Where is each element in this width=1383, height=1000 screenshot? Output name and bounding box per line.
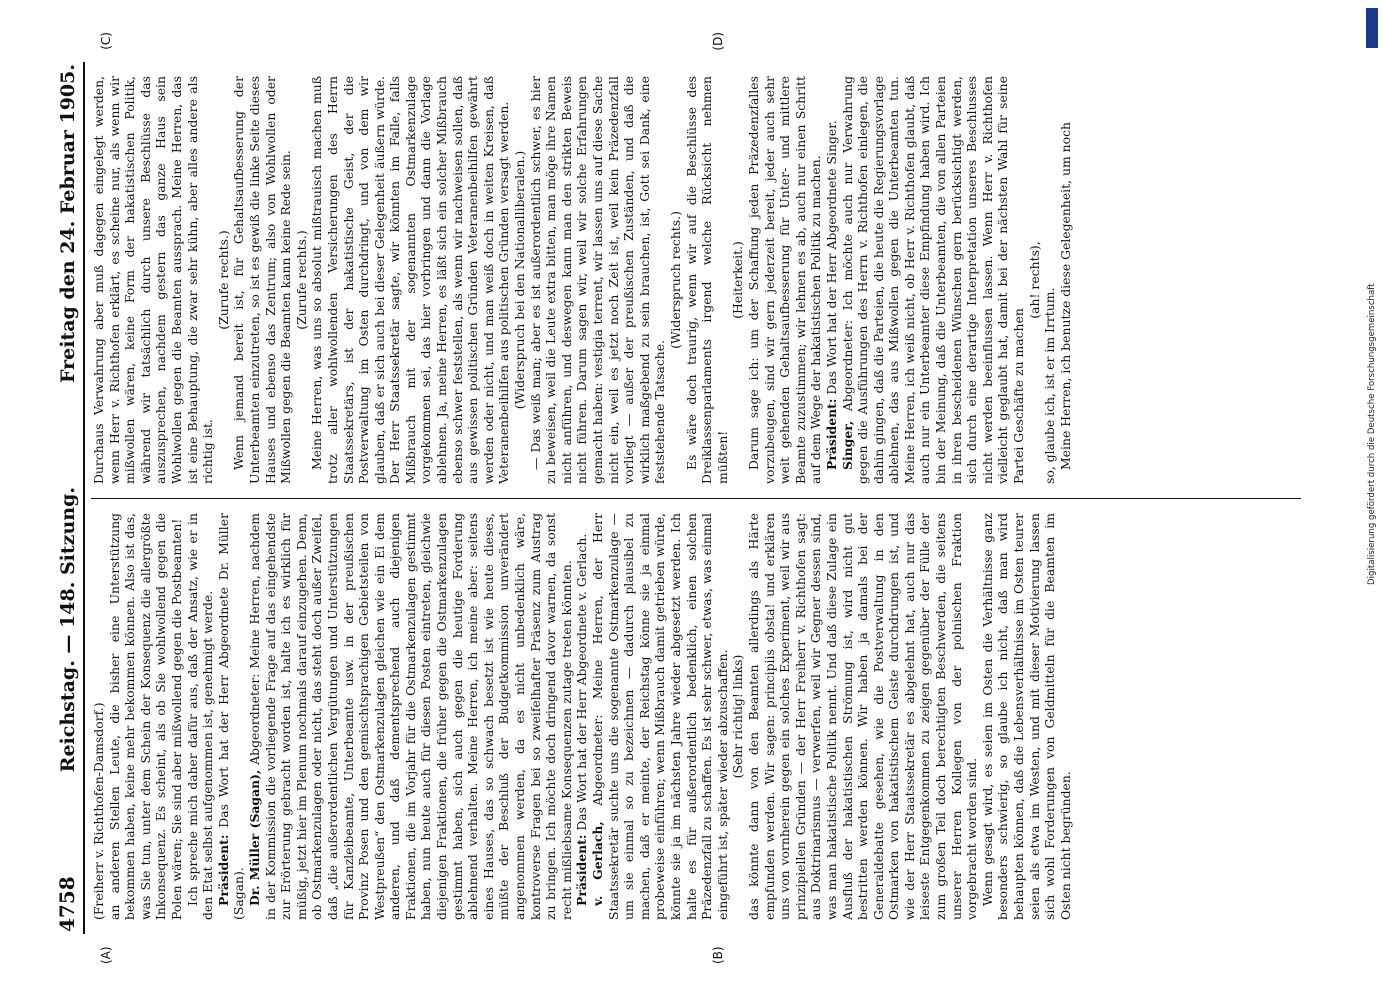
paragraph — [574, 513, 590, 920]
paragraph — [684, 76, 731, 484]
speaker-name: Dr. Müller (Sagan), — [246, 769, 262, 906]
paragraph-text: (Widerspruch rechts.) — [667, 211, 683, 349]
paragraph-text: Abgeordneter: Ich möchte auch nur Verwahrung gegen die Ausführungen des Herrn v. Richthofen einlegen, die dahin gingen, daß die Parteien, die heute die Regierungsvorlage ablehnen, das aus Mißwollen gegen die Unterbeamten tun. Meine Herren, ich weiß nicht, ob Herr v. Richthofen glaubt, daß auch nur ein Unterbeamter diese Empfindung haben wird. Ich bin der Meinung, daß die Unterbeamten, die von allen Parteien in ihren bescheidenen Wünschen gern berücksichtigt werden, sich durch eine derartige Interpretation unseres Beschlusses nicht werden beeinflussen lassen. Wenn Herr v. Richthofen vielleicht geglaubt hat, damit bei der nächsten Wahl für seine Partei Geschäfte zu machen — [839, 76, 1027, 484]
paragraph — [840, 76, 1027, 484]
paragraph-text: (Zurufe rechts.) — [293, 230, 309, 330]
dfg-logo-text: DFG — [1356, 17, 1366, 36]
paragraph-text: Das Wort hat der Herr Abgeordnete v. Gerlach. — [574, 533, 590, 835]
paragraph-text: Meine Herren, was uns so absolut mißtrauisch machen muß trotz aller wohlwollenden Versicherungen des Herrn Staatssekretärs, ist der hakatistische Geist, der die Postverwaltung im Osten durchdringt, und von dem wir glauben, daß er sich auch bei dieser Gelegenheit äußern würde. Der Herr Staatssekretär sagte, wir könnten im Falle, falls Mißbrauch mit der sogenannten Ostmarkenzulage vorgekommen sei, das hier vorbringen und dann die Vorlage ablehnen. Ja, meine Herren, es läßt sich ein solcher Mißbrauch ebenso schwer feststellen, als wenn wir nachweisen sollen, daß aus gewissen politischen Gründen Veteranenbeihilfen gewährt werden oder nicht, und man weiß doch in weiten Kreisen, daß Veteranenbeihilfen aus politischen Gründen versagt werden. — [309, 76, 512, 484]
paragraph — [91, 513, 107, 920]
paragraph — [668, 76, 684, 484]
paragraph — [91, 76, 216, 484]
paragraph-text: so, glaube ich, ist er im Irrtum. — [1042, 287, 1058, 484]
paragraph-text: (ah! rechts), — [1026, 241, 1042, 319]
page-number: 4758 — [55, 876, 79, 932]
paragraph-text: Es wäre doch traurig, wenn wir auf die Beschlüsse des Dreiklassenparlaments irgend welche Rücksicht nehmen müßten! — [683, 76, 730, 484]
left-column — [91, 498, 1301, 934]
paragraph-text: — Das weiß man; aber es ist außerordentlich schwer, es hier zu beweisen, weil die Leute extra bitten, man möge ihre Namen nicht anführen, und deswegen kann man den strikten Beweis nicht führen. Darum sagen wir, weil wir solche Erfahrungen gemacht haben: vestigia terrent, wir lassen uns auf diese Sache nicht ein, weil es jetzt noch Zeit ist, weil kein Präzedenzfall vorliegt — außer der preußischen Zuständen, und daß die wirklich maßgebend zu sein brauchen, ist, Gott sei Dank, eine feststehende Tatsache. — [527, 76, 668, 484]
paragraph — [309, 76, 512, 484]
paragraph-text: Das Wort hat der Herr Abgeordnete Singer. — [823, 120, 839, 399]
paragraph — [590, 513, 730, 920]
margin-mark-b: (B) — [711, 946, 725, 964]
paragraph-text: an anderen Stellen Leute, die bisher eine Unterstützung bekommen haben, keine mehr bekommen können. Also ist das, was Sie tun, unter dem Schein der Konsequenz die allergrößte Inkonsequenz. Es scheint, als ob Sie wohlwollend gegen die Polen wären; Sie sind aber mißwollend gegen die Postbeamten! — [106, 513, 184, 920]
page-header — [55, 62, 85, 934]
paragraph — [185, 513, 216, 920]
speaker-name: Präsident: — [823, 398, 839, 470]
paragraph-text: Ich spreche mich daher dafür aus, daß der Ansatz, wie er in den Etat selbst aufgenommen ist, genehmigt werde. — [184, 513, 216, 920]
paragraph — [512, 76, 528, 484]
speaker-name: Präsident: — [574, 834, 590, 906]
paragraph — [730, 513, 746, 920]
paragraph-text: (Zurufe rechts.) — [215, 230, 231, 330]
paragraph — [1058, 76, 1074, 484]
paragraph-text: Meine Herren, ich benutze diese Gelegenheit, um noch — [1057, 121, 1073, 470]
speaker-name: Präsident: — [215, 834, 231, 906]
text-columns — [91, 32, 1301, 964]
right-column — [91, 62, 1301, 498]
paragraph-text: (Heiterkeit.) — [730, 241, 746, 319]
paragraph-text: (Sehr richtig! links) — [730, 654, 746, 779]
paragraph-text: Wenn gesagt wird, es seien im Osten die Verhältnisse ganz besonders schwierig, so glaube ich nicht, daß man wird behaupten können, daß die Lebensverhältnisse im Osten teurer seien als etwa im Westen, und mit dieser Motivierung lassen sich wohl Forderungen von Geldmitteln für die Beamten im Osten nicht begründen. — [979, 513, 1073, 920]
paragraph — [1027, 76, 1043, 484]
margin-mark-a: (A) — [99, 946, 113, 964]
paragraph — [294, 76, 310, 484]
digitization-credit: Digitalisierung gefördert durch die Deutsche Forschungsgemeinschaft — [1367, 283, 1377, 585]
dfg-logo — [1356, 8, 1378, 48]
paragraph — [1042, 76, 1058, 484]
page-title-left: Reichstag. — 148. Sitzung. — [57, 487, 79, 773]
paragraph — [746, 76, 824, 484]
paragraph — [216, 513, 247, 920]
paragraph — [107, 513, 185, 920]
paragraph — [730, 76, 746, 484]
paragraph — [746, 513, 980, 920]
paragraph — [247, 513, 574, 920]
paragraph-text: Abgeordneter: Meine Herren, nachdem in der Kommission die vorliegende Frage auf das eingehendste zur Erörterung gebracht worden ist, halte ich es wirklich für müßig, jetzt hier im Plenum nochmals darauf einzugehen. Denn, ob Ostmarkenzulagen oder nicht, das steht doch außer Zweifel, daß „die außerordentlichen Vergütungen und Unterstützungen für Kanzleibeamte, Unterbeamte usw. in der preußischen Provinz Posen und den gemischtsprachigen Gebietsteilen von Westpreußen“ den Ostmarkenzulagen gleichen wie ein Ei dem anderen, und daß dementsprechend auch diejenigen Fraktionen, die im Vorjahr für die Ostmarkenzulagen gestimmt haben, nun heute auch für diesen Posten eintreten, gleichwie diejenigen Fraktionen, die früher gegen die Ostmarkenzulagen gestimmt haben, sich auch gegen die heutige Forderung ablehnend verhalten. Meine Herren, ich meine aber: seitens eines Hauses, das so schwach besetzt ist wie heute dieses, müßte der Beschluß der Budgetkommission unverändert angenommen werden, da es nicht unbedenklich wäre, kontroverse Fragen bei so zweifelhafter Präsenz zum Austrag zu bringen. Ich möchte doch dringend davor warnen, da sonst recht mißliebsame Konsequenzen zutage treten könnten. — [246, 513, 574, 920]
paragraph-text: (Widerspruch bei den Nationalliberalen.) — [512, 150, 528, 410]
paragraph — [216, 76, 232, 484]
page-title-right: Freitag den 24. Februar 1905. — [57, 64, 79, 384]
speaker-name: Singer, — [839, 420, 855, 470]
paragraph-text: Das Wort hat der Herr Abgeordnete Dr. Müller (Sagan). — [215, 513, 247, 920]
margin-mark-d: (D) — [711, 32, 725, 51]
paragraph-text: Wenn jemand bereit ist, für Gehaltsaufbesserung der Unterbeamten einzutreten, so ist es gewiß die linke Seite dieses Hauses und ebenso das Zentrum; also von Wohlwollen oder Mißwollen gegen die Beamten kann keine Rede sein. — [231, 76, 294, 484]
paragraph — [824, 76, 840, 484]
paragraph-text: Darum sage ich: um der Schaffung jeden Präzedenzfalles vorzubeugen, sind wir gern jederzeit bereit, jeder auch sehr weit gehenden Gehaltsaufbesserung für Unter- und mittlere Beamte zuzustimmen; wir lehnen es ab, auch nur einen Schritt auf dem Wege der hakatistischen Politik zu machen. — [745, 76, 824, 484]
speaker-name: v. Gerlach, — [590, 821, 605, 906]
paragraph-text: (Freiherr v. Richthofen-Damsdorf.) — [91, 702, 106, 920]
paragraph — [231, 76, 293, 484]
paragraph-text: Abgeordneter: Meine Herren, der Herr Staatssekretär suchte uns die sogenannte Ostmarkenzulage — um sie einmal so zu bezeichnen — dadurch plausibel zu machen, daß er meinte, der Reichstag könne sie ja einmal probeweise einführen; wenn Mißbrauch damit getrieben würde, könnte sie ja im nächsten Jahre wieder abgesetzt werden. Ich halte es für außerordentlich bedenklich, einen solchen Präzedenzfall zu schaffen. Es ist sehr schwer, etwas, was einmal eingeführt ist, später wieder abzuschaffen. — [590, 513, 730, 920]
paragraph — [980, 513, 1074, 920]
paragraph-text: Durchaus Verwahrung aber muß dagegen eingelegt werden, wenn Herr v. Richthofen erklärt, es scheine nur, als wenn wir mißwollen wären, keine Form der hakatistischen Politik, während wir tatsächlich durch unsere Beschlüsse das auszusprechen, nachdem gestern das ganze Haus sein Wohlwollen gegen die Beamten aussprach. Meine Herren, das ist eine Behauptung, die zwar sehr kühn, aber alles andere als richtig ist. — [91, 76, 216, 484]
paragraph — [528, 76, 668, 484]
paragraph-text: das könnte dann von den Beamten allerdings als Härte empfunden werden. Wir sagen: principiis obsta! und erklären uns von vornherein gegen ein solches Experiment, weil wir aus prinzipiellen Gründen — der Herr Freiherr v. Richthofen sagt: aus Doktrinarismus — verwerfen, weil wir Gegner dessen sind, was man hakatistische Politik nennt. Und daß diese Zulage ein Ausfluß der hakatistischen Strömung ist, wird nicht gut bestritten werden können. Wir haben ja damals bei der Generaldebatte gesehen, wie die Postverwaltung in den Ostmarken von hakatistischem Geiste durchdrungen ist, und wie der Herr Staatssekretär es abgelehnt hat, auch nur das leiseste Entgegenkommen zu zeigen gegenüber der Fülle der zum großen Teil doch berechtigten Beschwerden, die seitens unserer Herren Kollegen von der polnischen Fraktion vorgebracht worden sind. — [745, 513, 980, 920]
margin-mark-c: (C) — [99, 32, 113, 50]
